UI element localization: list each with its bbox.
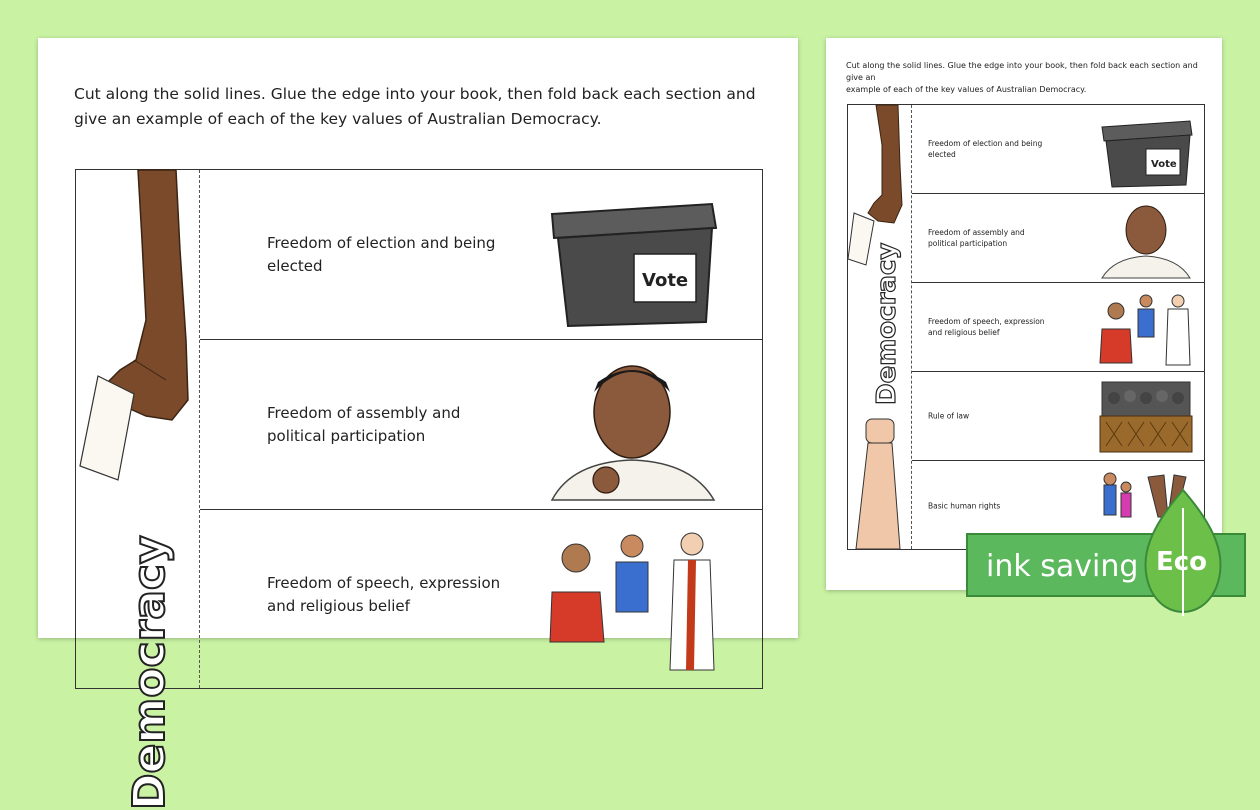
flap-label [267,572,547,618]
instructions-text: Cut along the solid lines. Glue the edge into your book, then fold back each section and give an example of each of the key values of Australian Democracy. [74,85,756,128]
instructions-line: example of each of the key values of Australian Democracy. [846,85,1087,94]
flap-label-line: and religious belief [928,328,1000,337]
glue-spine [848,105,912,549]
democracy-spine-title: Democracy [872,242,902,405]
raised-fist-icon [848,419,912,549]
flap-speech [912,283,1204,372]
glue-spine [76,170,200,810]
ballot-box-icon [1098,111,1194,189]
ballot-box-label: Vote [642,270,689,291]
instructions-line: Cut along the solid lines. Glue the edge into your book, then fold back each section and give an [846,61,1198,82]
flap-label [928,411,1058,422]
ballot-box-icon [542,182,722,330]
foldable-template [75,169,763,810]
thumbs-up-man-icon [1098,200,1194,278]
eco-leaf-text: Eco [1156,547,1208,577]
flap-label-line: Freedom of election and being elected [928,139,1043,159]
religious-figures-icon [542,522,722,670]
ballot-box-label: Vote [1151,159,1177,170]
ink-saving-text: ink saving [986,549,1139,584]
flap-label-line: Basic human rights [928,501,1001,510]
flap-label-line: Freedom of speech, expression [928,317,1045,326]
flap-label [928,500,1058,511]
flap-label [928,227,1058,249]
eco-leaf-icon [1136,488,1230,616]
flap-label-line: and religious belief [267,597,410,615]
flap-label [928,138,1058,160]
democracy-spine-title: Democracy [124,535,175,810]
flap-label-line: Rule of law [928,411,970,421]
flap-rule-of-law [912,372,1204,461]
worksheet-large-preview [38,38,798,810]
religious-figures-icon [1098,289,1194,367]
flaps-column [912,105,1204,549]
instructions-text [846,60,1208,96]
flaps-column [200,170,762,688]
flap-election [200,170,762,340]
flap-label-line: political participation [928,239,1008,248]
flap-speech [200,510,762,680]
flap-label [267,402,547,448]
hand-holding-ballot-icon [76,170,200,470]
flap-label-line: Freedom of election and being elected [267,233,496,275]
foldable-template [847,104,1205,550]
flap-label [928,316,1058,338]
flap-label [267,232,547,278]
flap-election [912,105,1204,194]
flap-label-line: political participation [267,426,426,445]
flap-assembly [200,340,762,510]
flap-label-line: Freedom of assembly and [267,403,461,422]
flap-label-line: Freedom of speech, expression [267,574,501,592]
thumbs-up-man-icon [542,352,722,500]
flap-assembly [912,194,1204,283]
flap-label-line: Freedom of assembly and [928,228,1025,237]
jury-box-icon [1098,378,1194,456]
